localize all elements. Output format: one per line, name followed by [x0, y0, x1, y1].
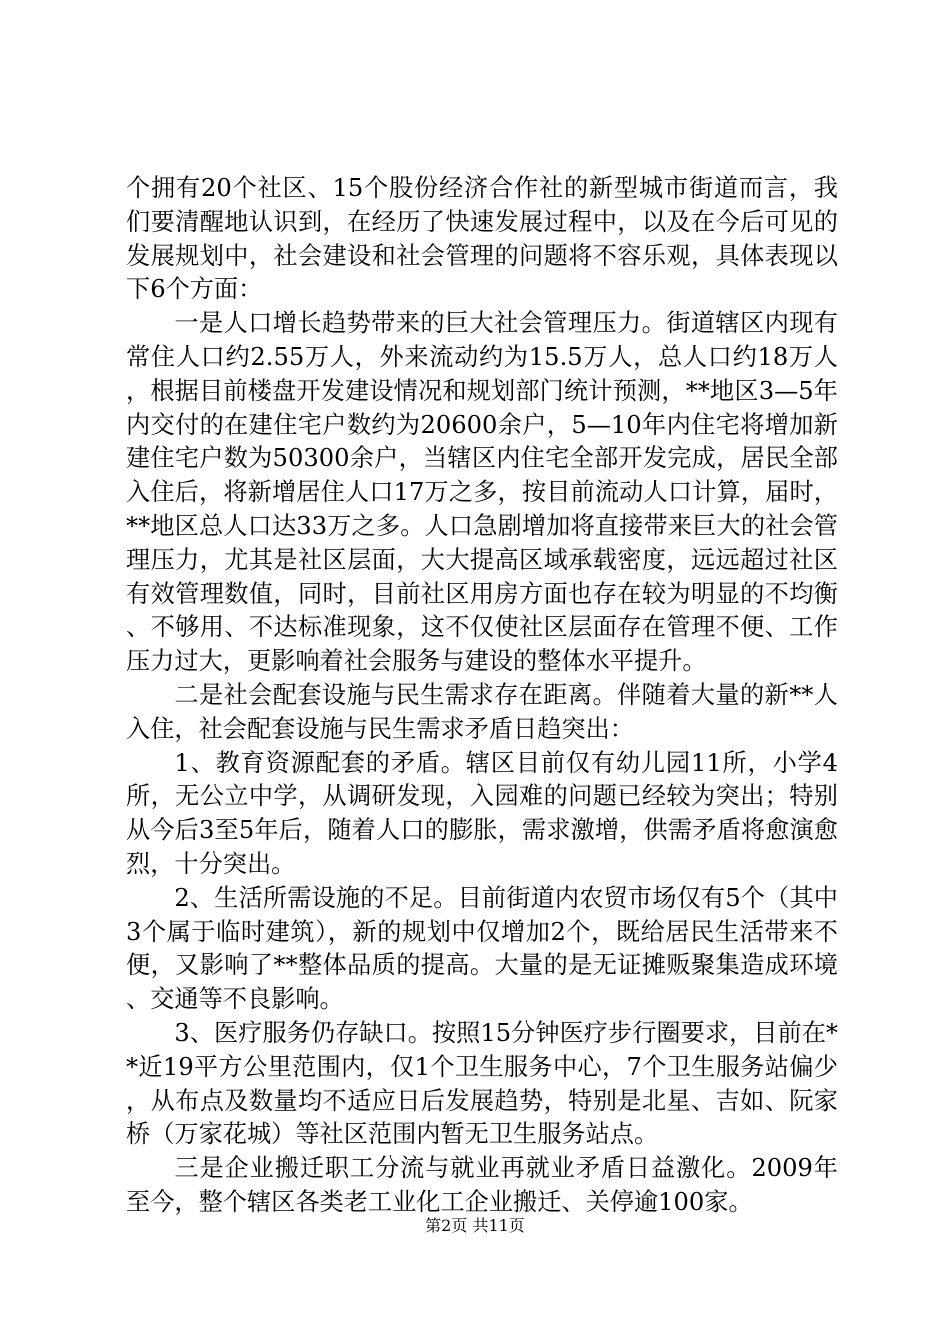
paragraph-education: 1、教育资源配套的矛盾。辖区目前仅有幼儿园11所，小学4所，无公立中学，从调研发现，入园难的问题已经较为突出；特别从今后3至5年后，随着人口的膨胀，需求激增，供需矛盾将愈演愈烈，十分突出。 — [126, 748, 838, 878]
paragraph-living-facilities: 2、生活所需设施的不足。目前街道内农贸市场仅有5个（其中3个属于临时建筑），新的规划中仅增加2个，既给居民生活带来不便，又影响了**整体品质的提高。大量的是无证摊贩聚集造成环境、交通等不良影响。 — [126, 883, 838, 1014]
page-number-footer: 第2页 共11页 — [425, 1216, 525, 1235]
paragraph-medical-services: 3、医疗服务仍存缺口。按照15分钟医疗步行圈要求，目前在**近19平方公里范围内，仅1个卫生服务中心，7个卫生服务站偏少，从布点及数量均不适应日后发展趋势，特别是北星、吉如、阮家桥（万家花城）等社区范围内暂无卫生服务站点。 — [126, 1018, 838, 1149]
paragraph-facilities-gap: 二是社会配套设施与民生需求存在距离。伴随着大量的新**人入住，社会配套设施与民生需求矛盾日趋突出： — [126, 680, 838, 743]
document-body — [126, 172, 838, 1220]
paragraph-population-pressure: 一是人口增长趋势带来的巨大社会管理压力。街道辖区内现有常住人口约2.55万人，外来流动约为15.5万人，总人口约18万人，根据目前楼盘开发建设情况和规划部门统计预测，**地区3—5年内交付的在建住宅户数约为20600余户，5—10年内住宅将增加新建住宅户数为50300余户，当辖区内住宅全部开发完成，居民全部入住后，将新增居住人口17万之多，按目前流动人口计算，届时，**地区总人口达33万之多。人口急剧增加将直接带来巨大的社会管理压力，尤其是社区层面，大大提高区域承载密度，远远超过社区有效管理数值，同时，目前社区用房方面也存在较为明显的不均衡、不够用、不达标准现象，这不仅使社区层面存在管理不便、工作压力过大，更影响着社会服务与建设的整体水平提升。 — [126, 309, 838, 676]
paragraph-employment: 三是企业搬迁职工分流与就业再就业矛盾日益激化。2009年至今，整个辖区各类老工业化工企业搬迁、关停逾100家。 — [126, 1154, 838, 1216]
paragraph-intro: 个拥有20个社区、15个股份经济合作社的新型城市街道而言，我们要清醒地认识到，在经历了快速发展过程中，以及在今后可见的发展规划中，社会建设和社会管理的问题将不容乐观，具体表现以下6个方面： — [126, 174, 838, 304]
